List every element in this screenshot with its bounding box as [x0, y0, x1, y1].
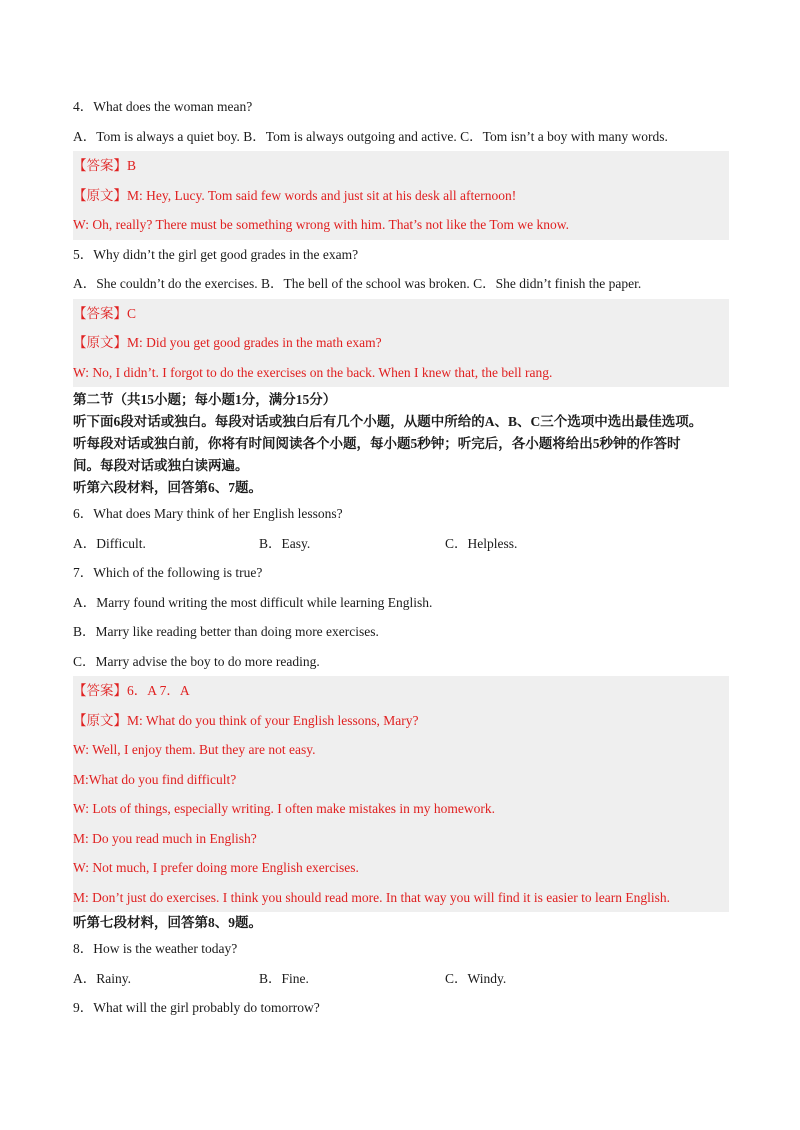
material-7-heading: 听第七段材料，回答第8、9题。: [73, 915, 262, 930]
answer-box-5: [73, 299, 729, 388]
option-c: C．Helpless.: [445, 535, 518, 551]
question-7: 7．Which of the following is true?: [73, 565, 263, 580]
option-b: B．Marry like reading better than doing more exercises.: [73, 624, 379, 639]
question-5-options: A．She couldn’t do the exercises. B．The bell of the school was broken. C．She didn’t finish the paper.: [73, 276, 642, 291]
option-a: A．Marry found writing the most difficult while learning English.: [73, 594, 433, 610]
option-c: C．Marry advise the boy to do more reading.: [73, 653, 320, 669]
answer-box-4: [73, 151, 729, 240]
transcript-line: 【原文】M: Hey, Lucy. Tom said few words and just sit at his desk all afternoon!: [73, 187, 517, 203]
instruction-line: 听下面6段对话或独白。每段对话或独白后有几个小题，从题中所给的A、B、C三个选项中选出最佳选项。: [73, 414, 703, 429]
instruction-line: 间。每段对话或独白读两遍。: [73, 458, 249, 473]
question-4: 4．What does the woman mean?: [73, 99, 253, 114]
question-6-options: [73, 529, 729, 559]
option-b: B．Easy.: [259, 535, 311, 551]
transcript-line: W: Oh, really? There must be something wrong with him. That’s not like the Tom we know.: [73, 217, 569, 232]
answer-box-6-7: [73, 676, 729, 912]
option-c: C．Windy.: [445, 970, 507, 986]
transcript-line: 【原文】M: What do you think of your English lessons, Mary?: [73, 712, 419, 728]
document-page: [73, 92, 729, 1023]
question-5: 5．Why didn’t the girl get good grades in the exam?: [73, 246, 359, 262]
option-a: A．Rainy.: [73, 970, 131, 986]
section-heading: 第二节（共15小题；每小题1分，满分15分）: [73, 392, 337, 407]
question-9: 9．What will the girl probably do tomorrow?: [73, 1000, 320, 1015]
answer-4: 【答案】B: [73, 158, 137, 173]
question-8: 8．How is the weather today?: [73, 941, 238, 956]
transcript-line: M: Do you read much in English?: [73, 830, 257, 846]
answer-5: 【答案】C: [73, 305, 137, 321]
instruction-line: 听每段对话或独白前，你将有时间阅读各个小题，每小题5秒钟；听完后，各小题将给出5秒钟的作答时: [73, 436, 681, 451]
transcript-line: 【原文】M: Did you get good grades in the math exam?: [73, 335, 382, 350]
option-b: B．Fine.: [259, 970, 309, 986]
transcript-line: M: Don’t just do exercises. I think you should read more. In that way you will find it is easier to learn English.: [73, 889, 671, 905]
transcript-line: W: No, I didn’t. I forgot to do the exercises on the back. When I knew that, the bell rang.: [73, 364, 553, 380]
transcript-line: M:What do you find difficult?: [73, 771, 237, 787]
answer-6-7: 【答案】6．A 7．A: [73, 683, 190, 698]
question-4-options: A．Tom is always a quiet boy. B．Tom is always outgoing and active. C．Tom isn’t a boy with many words.: [73, 128, 668, 144]
question-8-options: [73, 964, 729, 994]
transcript-line: W: Lots of things, especially writing. I often make mistakes in my homework.: [73, 801, 496, 816]
transcript-line: W: Well, I enjoy them. But they are not easy.: [73, 742, 316, 757]
question-6: 6．What does Mary think of her English lessons?: [73, 506, 343, 521]
option-a: A．Difficult.: [73, 535, 146, 551]
material-6-heading: 听第六段材料，回答第6、7题。: [73, 480, 262, 495]
transcript-line: W: Not much, I prefer doing more English exercises.: [73, 860, 359, 875]
